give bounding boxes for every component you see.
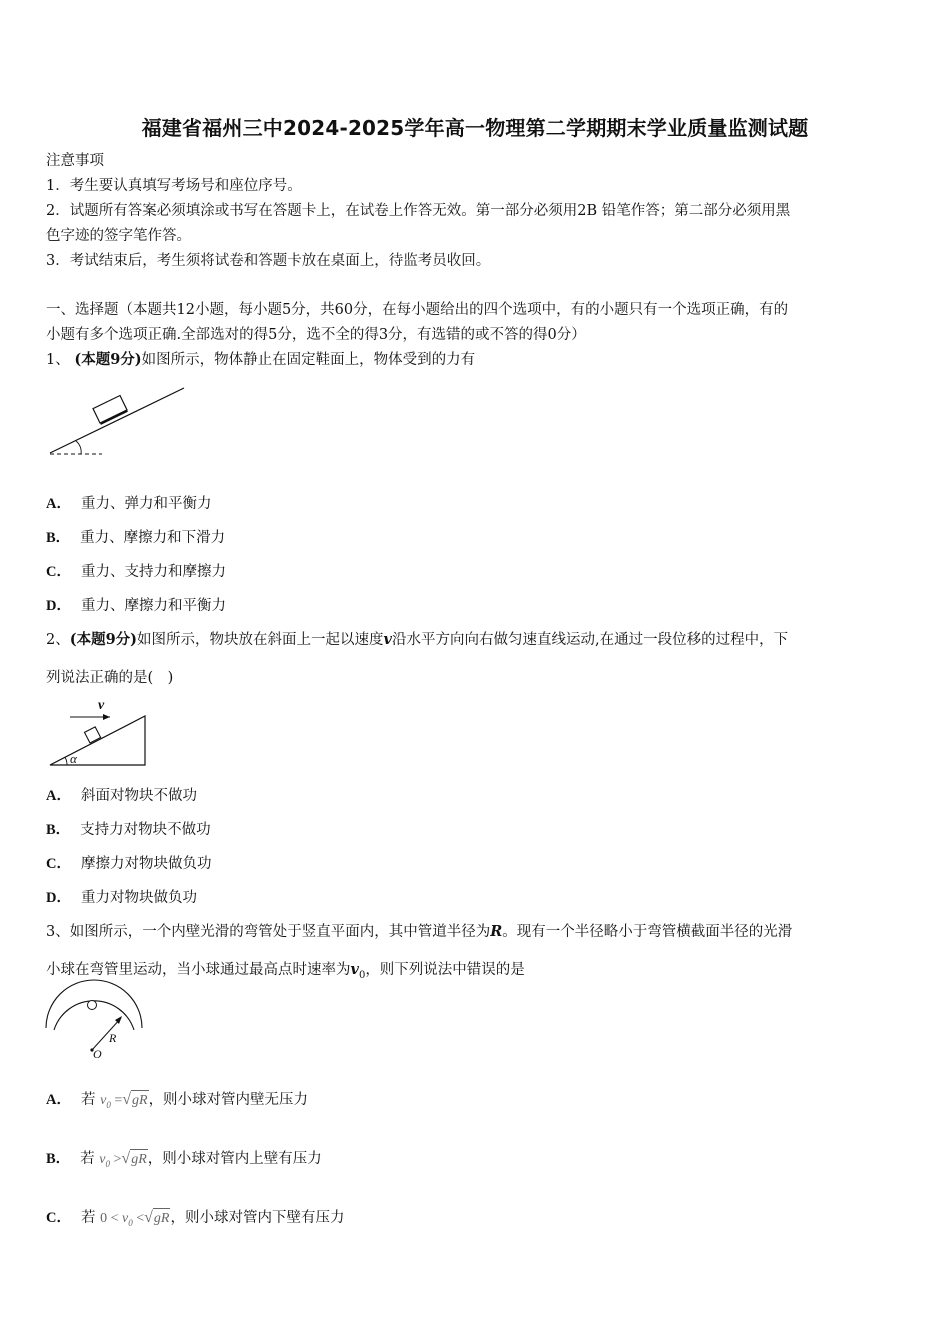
- q2-option-a[interactable]: A． 斜面对物块不做功: [46, 788, 197, 804]
- question-number: 1、: [46, 352, 70, 368]
- notice-item-3: 3．考试结束后，考生须将试卷和答题卡放在桌面上，待监考员收回。: [46, 253, 491, 269]
- page-title: 福建省福州三中2024-2025学年高一物理第二学期期末学业质量监测试题: [141, 116, 809, 140]
- q2-option-b[interactable]: B． 支持力对物块不做功: [46, 822, 211, 838]
- question-3-stem-line-2: 小球在弯管里运动，当小球通过最高点时速率为$v_0$，则下列说法中错误的是: [46, 961, 525, 981]
- q3-option-b[interactable]: B． 若 $v_0 >√gR$，则小球对管内上壁有压力: [46, 1150, 322, 1169]
- q1-option-b[interactable]: B． 重力、摩擦力和下滑力: [46, 530, 226, 546]
- section-header-line-2: 小题有多个选项正确.全部选对的得5分，选不全的得3分，有选错的或不答的得0分）: [46, 327, 586, 343]
- question-1-stem: [46, 350, 906, 370]
- question-2-stem-line-2: 列说法正确的是( ): [46, 670, 174, 686]
- q3-option-c[interactable]: C． 若 $0 < v_0 <√gR$，则小球对管内下壁有压力: [46, 1209, 345, 1228]
- notice-heading: 注意事项: [46, 153, 104, 169]
- block: [93, 396, 127, 424]
- question-2-stem-line-1: 2、(本题9分)如图所示，物块放在斜面上一起以速度v沿水平方向向右做匀速直线运动,在通过一段位移的过程中，下: [46, 631, 789, 648]
- ball: [88, 1001, 97, 1010]
- radius-line: [92, 1018, 121, 1050]
- question-tag: (本题9分): [74, 351, 142, 368]
- formula: $v_0 >√gR$: [99, 1150, 147, 1169]
- formula: $0 < v_0 <√gR$: [100, 1209, 170, 1228]
- angle-arc-2: [65, 757, 67, 765]
- q1-option-a[interactable]: A． 重力、弹力和平衡力: [46, 496, 212, 512]
- question-3-stem-line-1: 3、如图所示，一个内壁光滑的弯管处于竖直平面内，其中管道半径为R。现有一个半径略小于弯管横截面半径的光滑: [46, 923, 793, 940]
- notice-item-2: 2．试题所有答案必须填涂或书写在答题卡上，在试卷上作答无效。第一部分必须用2B 铅笔作答；第二部分必须用黑: [46, 203, 791, 219]
- incline-figure-1: [48, 385, 188, 460]
- curved-tube-figure: [44, 996, 144, 1062]
- notice-item-2-cont: 色字迹的签字笔作答。: [46, 228, 191, 244]
- angle-arc: [76, 441, 81, 454]
- radius-label: R: [109, 1031, 117, 1045]
- q3-option-a[interactable]: A． 若 $v_0 =√gR$，则小球对管内壁无压力: [46, 1091, 309, 1110]
- q1-option-c[interactable]: C． 重力、支持力和摩擦力: [46, 564, 226, 580]
- center-label: O: [93, 1047, 102, 1061]
- wedge: [50, 716, 145, 765]
- section-header-line-1: 一、选择题（本题共12小题，每小题5分，共60分，在每小题给出的四个选项中，有的小题只有一个选项正确，有的: [46, 302, 789, 318]
- velocity-label: v: [98, 698, 105, 713]
- formula: $v_0 =√gR$: [100, 1091, 148, 1110]
- velocity-arrowhead: [103, 714, 110, 720]
- q2-option-d[interactable]: D． 重力对物块做负功: [46, 890, 197, 906]
- question-text: 如图所示，物体静止在固定鞋面上，物体受到的力有: [141, 352, 476, 368]
- notice-item-1: 1．考生要认真填写考场号和座位序号。: [46, 178, 302, 194]
- incline-figure-2: [48, 695, 153, 770]
- q2-option-c[interactable]: C． 摩擦力对物块做负功: [46, 856, 212, 872]
- q1-option-d[interactable]: D． 重力、摩擦力和平衡力: [46, 598, 226, 614]
- angle-label: α: [70, 751, 77, 766]
